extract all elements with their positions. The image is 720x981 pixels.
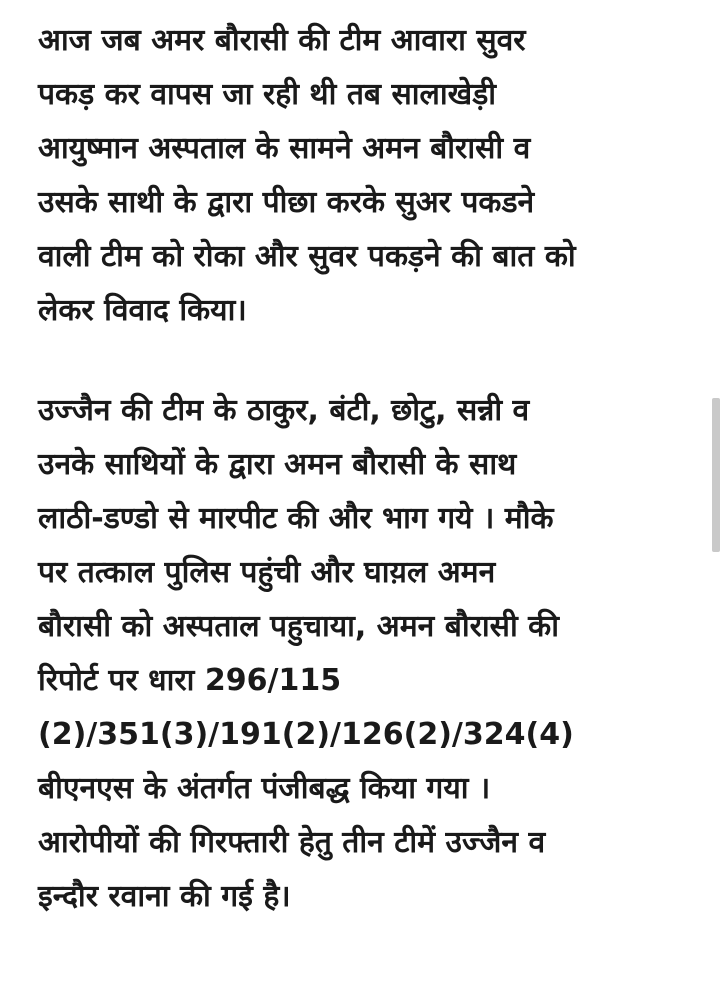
text-line: उनके साथियों के द्वारा अमन बौरासी के साथ [38, 447, 517, 482]
text-line: पकड़ कर वापस जा रही थी तब सालाखेड़ी [38, 77, 497, 112]
text-line: पर तत्काल पुलिस पहुंची और घाय़ल अमन [38, 555, 496, 590]
paragraph-police-action [38, 384, 698, 924]
text-line: आज जब अमर बौरासी की टीम आवारा सुवर [38, 23, 526, 58]
paragraph-incident [38, 14, 698, 338]
text-line: उसके साथी के द्वारा पीछा करके सुअर पकडने [38, 185, 535, 220]
text-line: लेकर विवाद किया। [38, 293, 247, 328]
text-line: (2)/351(3)/191(2)/126(2)/324(4) [38, 717, 574, 752]
article-body [38, 14, 698, 970]
text-line: बौरासी को अस्पताल पहुचाया, अमन बौरासी की [38, 609, 559, 644]
text-line: वाली टीम को रोका और सुवर पकड़ने की बात को [38, 239, 576, 274]
text-line: लाठी-डण्डो से मारपीट की और भाग गये । मौके [38, 501, 554, 536]
text-line: रिपोर्ट पर धारा 296/115 [38, 663, 342, 698]
text-line: उज्जैन की टीम के ठाकुर, बंटी, छोटु, सन्नी व [38, 393, 530, 428]
text-line: इन्दौर रवाना की गई है। [38, 879, 291, 914]
text-line: आरोपीयों की गिरफ्तारी हेतु तीन टीमें उज्जैन व [38, 825, 546, 860]
text-line: बीएनएस के अंतर्गत पंजीबद्ध किया गया । [38, 771, 491, 806]
scrollbar-thumb[interactable] [712, 398, 720, 552]
text-line: आयुष्मान अस्पताल के सामने अमन बौरासी व [38, 131, 531, 166]
